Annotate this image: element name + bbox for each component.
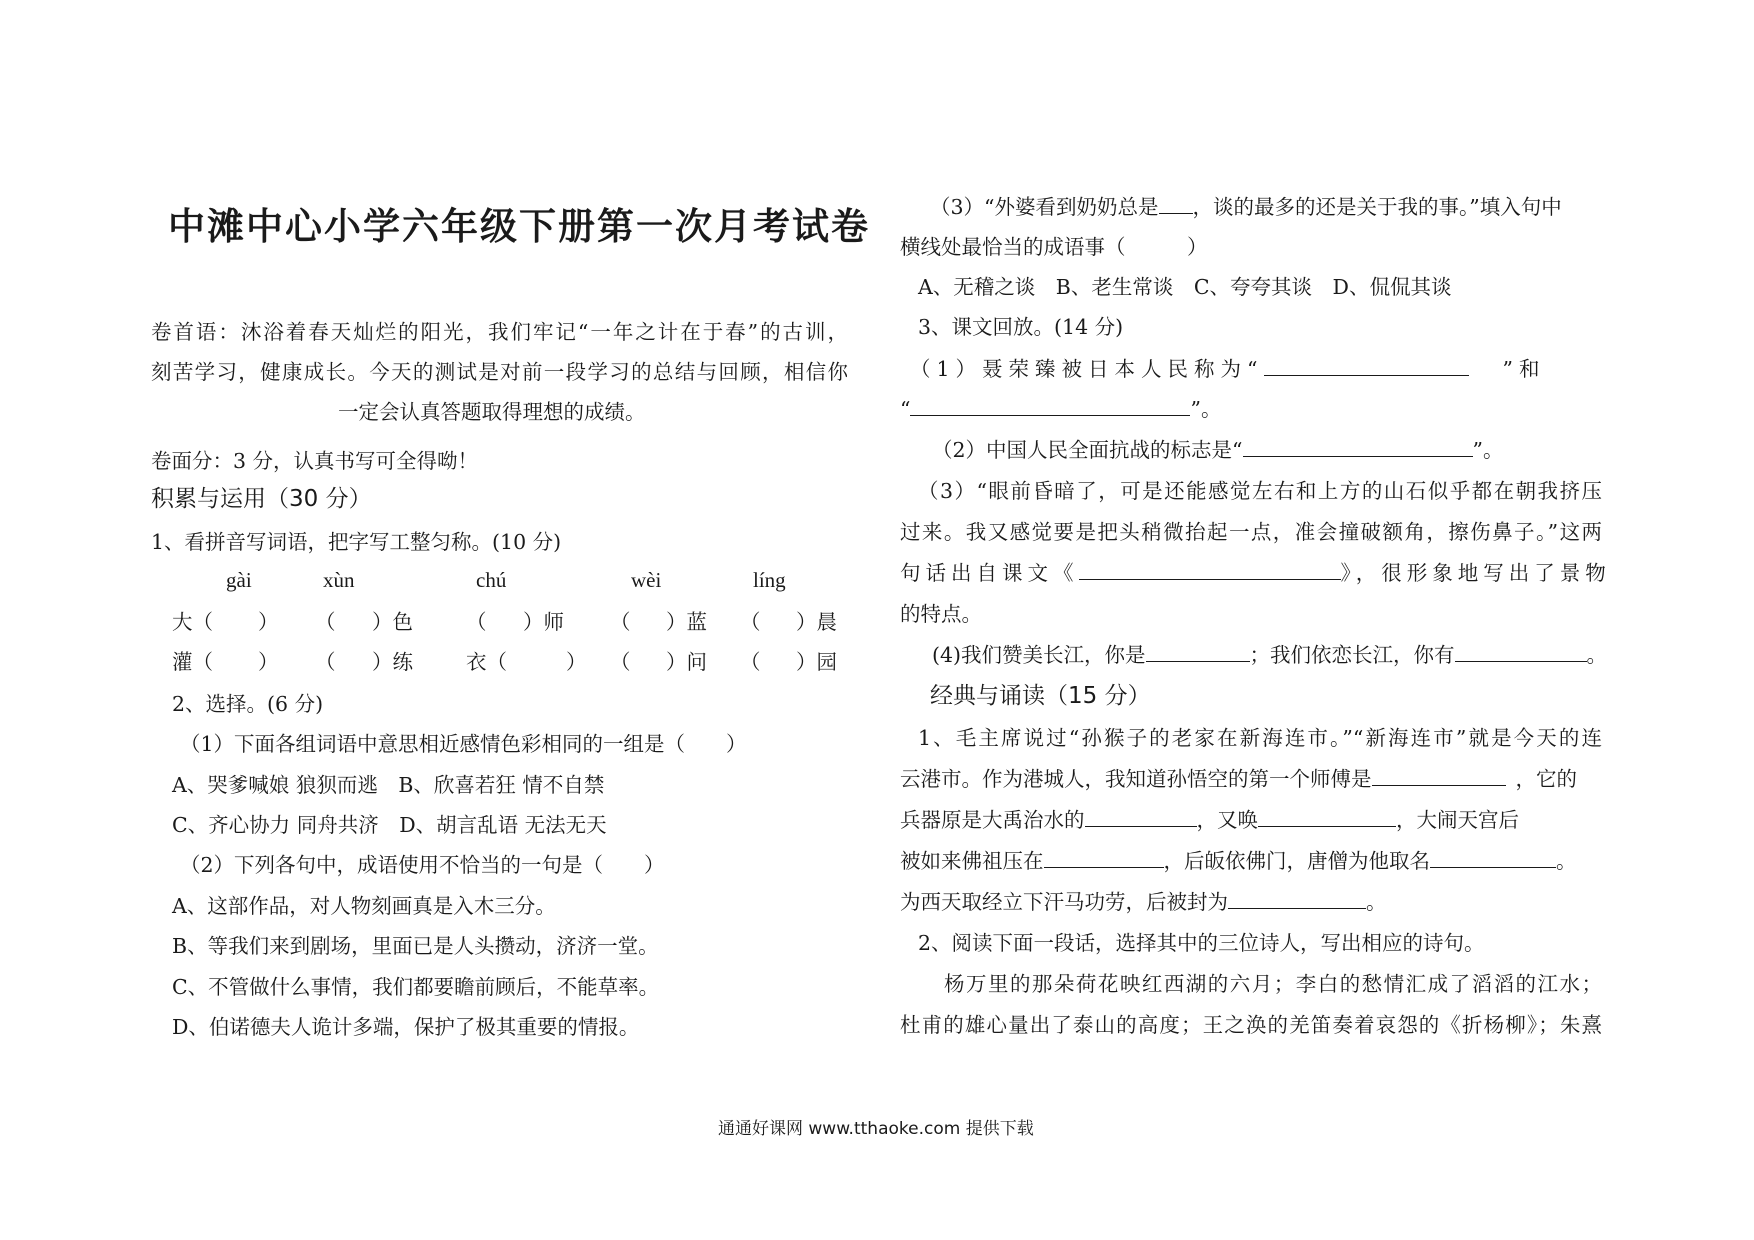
q3-s1-line-1: （1）聂荣臻被日本人民称为“ ”和	[910, 357, 1546, 381]
answer-blank[interactable]	[1372, 765, 1506, 786]
answer-blank[interactable]	[1079, 559, 1341, 580]
preface-line-3: 一定会认真答题取得理想的成绩。	[338, 400, 646, 424]
c2-line-1: 杨万里的那朵荷花映红西湖的六月；李白的愁情汇成了滔滔的江水；	[944, 972, 1602, 996]
q2-sub1-options-ab: A、哭爹喊娘 狼狈而逃 B、欣喜若狂 情不自禁	[172, 773, 605, 797]
c1-line-1: 1、毛主席说过“孙猴子的老家在新海连市。”“新海连市”就是今天的连	[918, 726, 1602, 750]
answer-blank[interactable]	[1044, 847, 1164, 868]
q3-s3-line-4: 的特点。	[900, 602, 982, 626]
pinyin: líng	[753, 568, 786, 592]
c1-line-3: 兵器原是大禹治水的 ，又唤 ，大闹天宫后	[900, 808, 1519, 832]
q3-s3-line-3: 句话出自课文《 》，很形象地写出了景物	[900, 561, 1611, 585]
neatness-note: 卷面分：3 分，认真书写可全得呦！	[151, 449, 479, 473]
pinyin: chú	[476, 568, 507, 592]
q3-s1-line-2: “ ”。	[900, 397, 1222, 421]
q2-sub2-option-a: A、这部作品，对人物刻画真是入木三分。	[172, 894, 556, 918]
q3-s4: (4)我们赞美长江，你是 ；我们依恋长江，你有 。	[932, 643, 1608, 667]
section-heading-accumulation: 积累与运用（30 分）	[151, 486, 372, 512]
answer-blank[interactable]	[1146, 641, 1250, 662]
q2-sub1: （1）下面各组词语中意思相近感情色彩相同的一组是（ ）	[180, 732, 747, 756]
section-heading-classics: 经典与诵读（15 分）	[930, 683, 1151, 709]
q2-sub1-options-cd: C、齐心协力 同舟共济 D、胡言乱语 无法无天	[172, 813, 607, 837]
answer-blank[interactable]	[1430, 847, 1556, 868]
answer-blank[interactable]	[1243, 436, 1473, 457]
c1-line-5: 为西天取经立下汗马功劳，后被封为 。	[900, 890, 1387, 914]
q3-title: 3、课文回放。(14 分)	[918, 315, 1124, 339]
pinyin: xùn	[323, 568, 355, 592]
answer-blank[interactable]	[1258, 806, 1396, 827]
pinyin: wèi	[631, 568, 662, 592]
answer-blank[interactable]	[1455, 641, 1587, 662]
c1-line-2: 云港市。作为港城人，我知道孙悟空的第一个师傅是 ，它的	[900, 767, 1577, 791]
preface-line-1: 卷首语：沐浴着春天灿烂的阳光，我们牢记“一年之计在于春”的古训，	[151, 320, 848, 344]
answer-blank[interactable]	[1159, 193, 1193, 214]
c1-line-4: 被如来佛祖压在 ，后皈依佛门，唐僧为他取名 。	[900, 849, 1577, 873]
footer-source: 通通好课网 www.tthaoke.com 提供下载	[718, 1119, 1034, 1139]
q2-sub3-line-2: 横线处最恰当的成语事（ ）	[900, 235, 1208, 259]
q3-s2: （2）中国人民全面抗战的标志是“ ”。	[932, 438, 1504, 462]
q2-sub2-option-c: C、不管做什么事情，我们都要瞻前顾后，不能草率。	[172, 975, 660, 999]
c2-title: 2、阅读下面一段话，选择其中的三位诗人，写出相应的诗句。	[918, 931, 1485, 955]
q3-s3-line-1: （3）“眼前昏暗了，可是还能感觉左右和上方的山石似乎都在朝我挤压	[918, 479, 1602, 503]
q1-title: 1、看拼音写词语，把字写工整匀称。(10 分)	[151, 530, 562, 554]
exam-title: 中滩中心小学六年级下册第一次月考试卷	[168, 205, 870, 248]
q2-sub3-options: A、无稽之谈 B、老生常谈 C、夸夸其谈 D、侃侃其谈	[918, 275, 1452, 299]
q2-sub2-option-b: B、等我们来到剧场，里面已是人头攒动，济济一堂。	[172, 934, 659, 958]
q2-sub2: （2）下列各句中，成语使用不恰当的一句是（ ）	[180, 853, 665, 877]
q2-title: 2、选择。(6 分)	[172, 692, 324, 716]
q2-sub2-option-d: D、伯诺德夫人诡计多端，保护了极其重要的情报。	[172, 1015, 640, 1039]
answer-blank[interactable]	[1085, 806, 1197, 827]
preface-line-2: 刻苦学习，健康成长。今天的测试是对前一段学习的总结与回顾，相信你	[151, 360, 848, 384]
answer-blank[interactable]	[1228, 888, 1366, 909]
pinyin: gài	[226, 568, 252, 592]
c2-line-2: 杜甫的雄心量出了泰山的高度；王之涣的羌笛奏着哀怨的《折杨柳》；朱熹	[900, 1013, 1602, 1037]
answer-blank[interactable]	[910, 395, 1190, 416]
q3-s3-line-2: 过来。我又感觉要是把头稍微抬起一点，准会撞破额角，擦伤鼻子。”这两	[900, 520, 1602, 544]
q2-sub3-line-1: （3）“外婆看到奶奶总是 ，谈的最多的还是关于我的事。”填入句中	[930, 195, 1562, 219]
answer-blank[interactable]	[1264, 355, 1469, 376]
